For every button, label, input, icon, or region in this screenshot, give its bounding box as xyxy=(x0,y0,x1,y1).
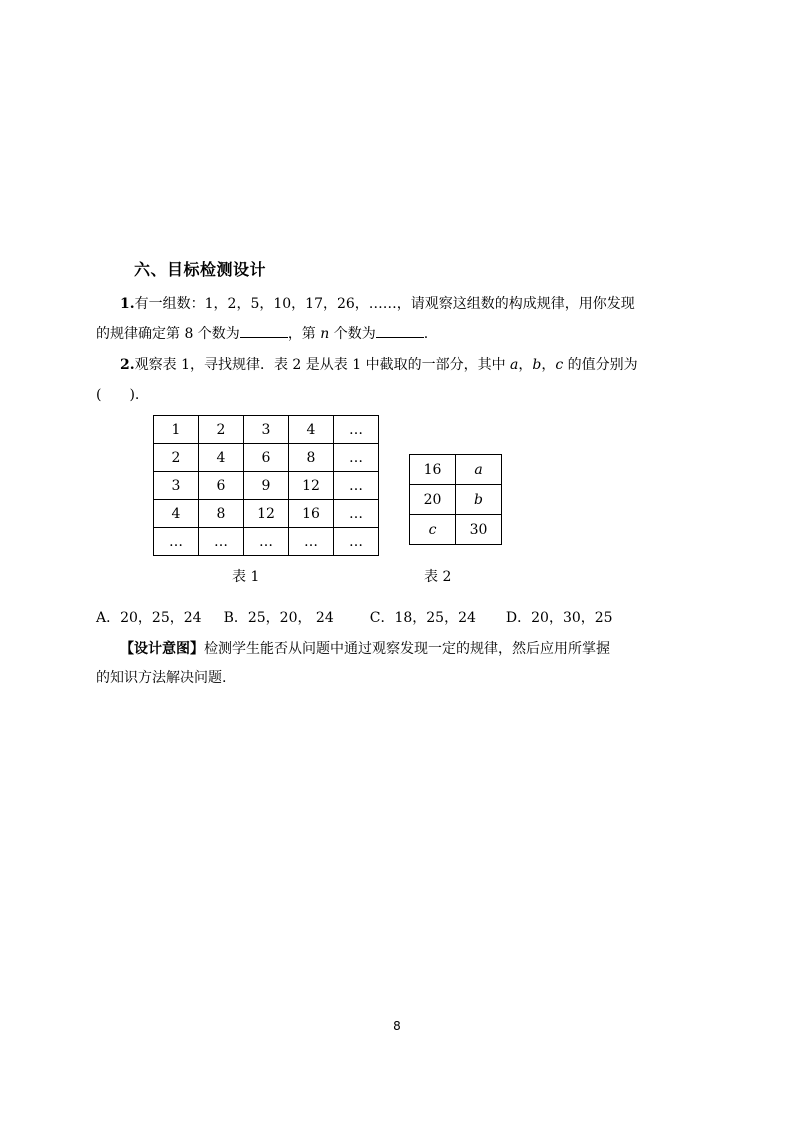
question-1-number: 1. xyxy=(120,296,135,312)
table-cell: 16 xyxy=(289,500,334,528)
table-cell: 12 xyxy=(244,500,289,528)
answer-choices xyxy=(96,607,635,627)
choice-b: B．25，20， 24 xyxy=(223,610,334,626)
table-cell: 6 xyxy=(199,472,244,500)
table-cell: … xyxy=(334,416,379,444)
question-2-line-1 xyxy=(120,355,638,375)
table-row xyxy=(410,455,502,485)
separator: ， xyxy=(518,357,533,373)
design-intent-label: 【设计意图】 xyxy=(120,641,204,657)
variable-a: a xyxy=(510,357,519,373)
table-row xyxy=(154,416,379,444)
question-1-text-a: 的规律确定第 8 个数为 xyxy=(96,326,240,342)
table-cell: 30 xyxy=(456,515,502,545)
choice-a: A．20，25，24 xyxy=(96,610,202,626)
table-cell: … xyxy=(289,528,334,556)
table-cell: 2 xyxy=(154,444,199,472)
table-row xyxy=(410,515,502,545)
question-1-line-2 xyxy=(96,323,428,344)
table-row xyxy=(154,500,379,528)
table-cell: 8 xyxy=(289,444,334,472)
table-cell: 4 xyxy=(289,416,334,444)
question-1-text-b: ，第 xyxy=(287,326,321,342)
table-cell: 12 xyxy=(289,472,334,500)
table-cell: … xyxy=(334,500,379,528)
page-number: 8 xyxy=(393,1019,401,1033)
table-2-caption: 表 2 xyxy=(424,569,452,585)
answer-blank-nth xyxy=(376,323,424,338)
table-cell: … xyxy=(154,528,199,556)
question-2-number: 2. xyxy=(120,357,135,373)
table-cell: … xyxy=(334,472,379,500)
table-row xyxy=(154,528,379,556)
table-cell: 8 xyxy=(199,500,244,528)
question-2-text-b: 的值分别为 xyxy=(563,357,638,373)
design-intent-line-2: 的知识方法解决问题. xyxy=(96,670,227,686)
table-cell: 2 xyxy=(199,416,244,444)
table-cell: … xyxy=(244,528,289,556)
table-1 xyxy=(153,415,379,556)
table-cell: … xyxy=(199,528,244,556)
table-cell: … xyxy=(334,444,379,472)
table-cell: 3 xyxy=(154,472,199,500)
choice-c: C．18，25，24 xyxy=(369,610,476,626)
table-cell: 6 xyxy=(244,444,289,472)
choice-d: D．20，30，25 xyxy=(505,610,613,626)
question-1-line-1 xyxy=(120,294,635,314)
table-cell: 1 xyxy=(154,416,199,444)
answer-blank-8th xyxy=(240,323,288,338)
table-row xyxy=(154,444,379,472)
table-row xyxy=(154,472,379,500)
table-cell: 9 xyxy=(244,472,289,500)
separator: ， xyxy=(541,357,556,373)
table-cell: b xyxy=(456,485,502,515)
question-1-text: 有一组数：1，2，5，10，17，26，……，请观察这组数的构成规律，用你发现 xyxy=(134,296,635,312)
variable-c: c xyxy=(555,357,564,373)
design-intent-text: 检测学生能否从问题中通过观察发现一定的规律，然后应用所掌握 xyxy=(204,641,610,657)
table-cell: 3 xyxy=(244,416,289,444)
table-1-caption: 表 1 xyxy=(232,569,260,585)
variable-n: n xyxy=(320,326,330,342)
question-2-text-a: 观察表 1，寻找规律．表 2 是从表 1 中截取的一部分，其中 xyxy=(134,357,511,373)
table-cell: … xyxy=(334,528,379,556)
question-1-text-c: 个数为 xyxy=(329,326,376,342)
section-title: 六、目标检测设计 xyxy=(134,260,267,279)
table-cell: 16 xyxy=(410,455,456,485)
table-cell: 4 xyxy=(154,500,199,528)
table-cell: c xyxy=(410,515,456,545)
table-row xyxy=(410,485,502,515)
table-cell: 4 xyxy=(199,444,244,472)
question-1-end: . xyxy=(423,326,429,342)
table-cell: a xyxy=(456,455,502,485)
design-intent-line-1 xyxy=(120,639,610,659)
question-2-answer-paren: ( ). xyxy=(96,387,140,403)
variable-b: b xyxy=(532,357,542,373)
table-2 xyxy=(409,454,502,545)
table-cell: 20 xyxy=(410,485,456,515)
